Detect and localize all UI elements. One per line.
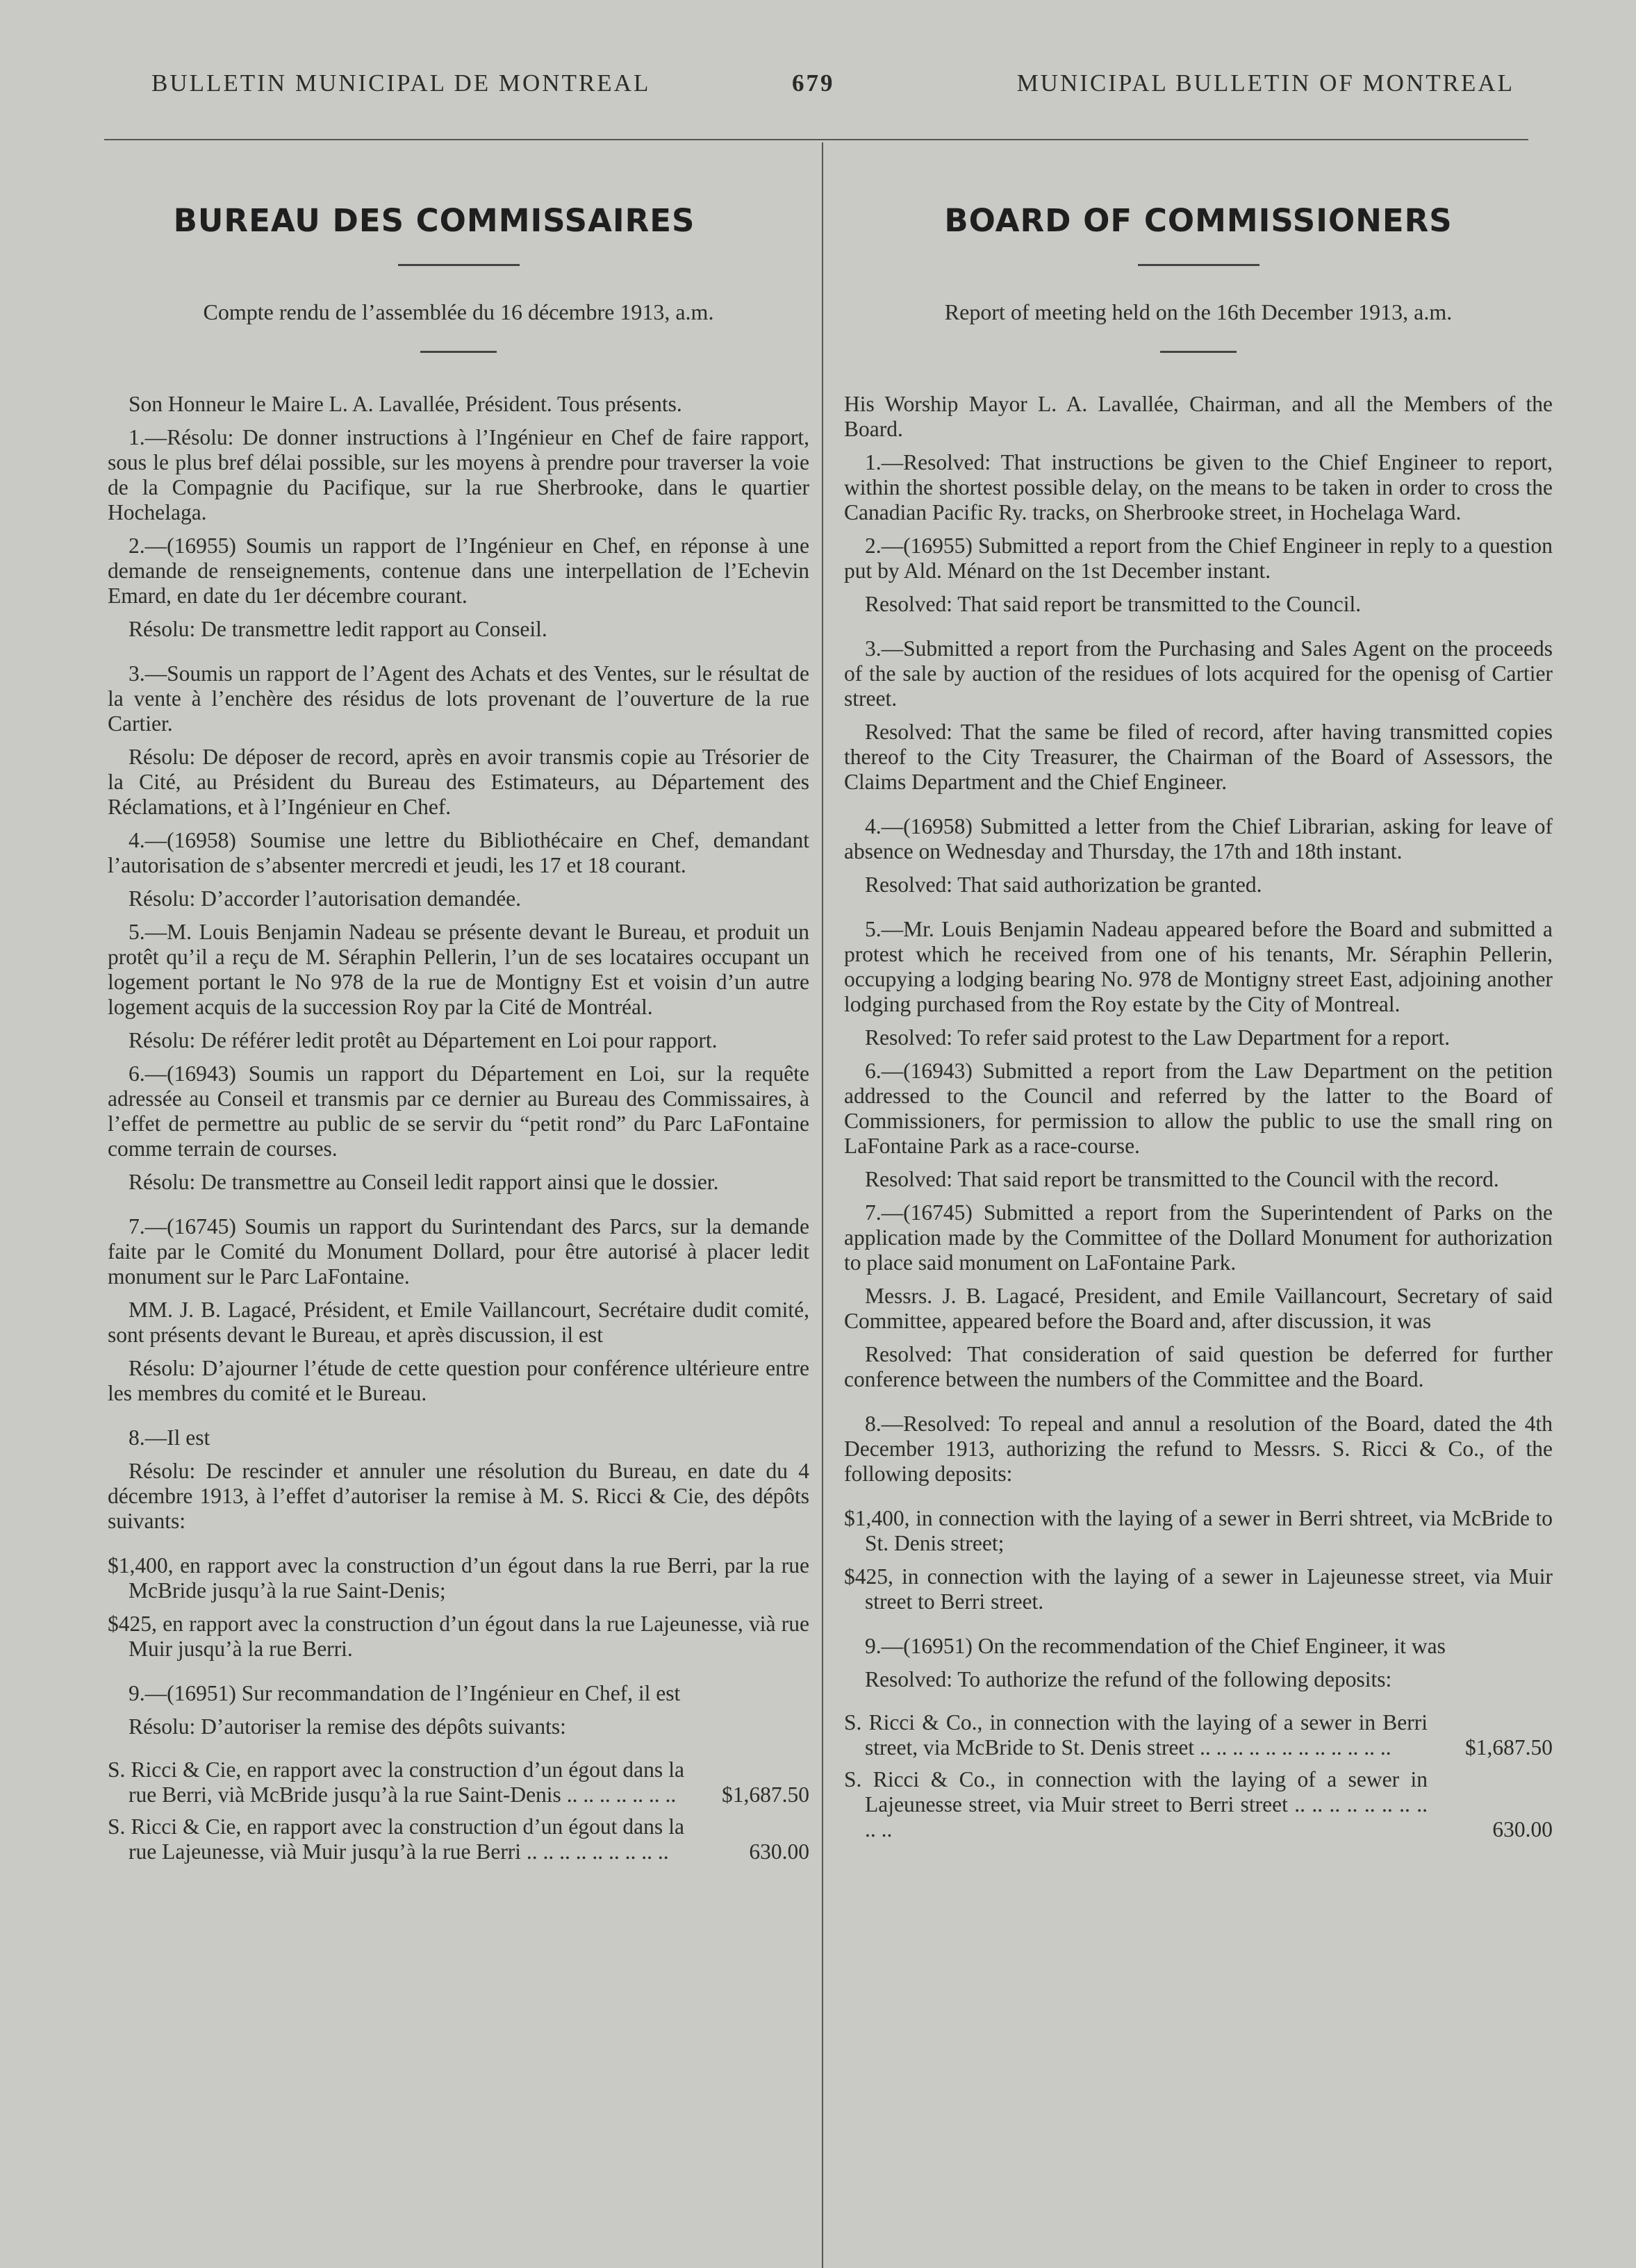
intro-en: His Worship Mayor L. A. Lavallée, Chairman, and all the Members of the Board.	[844, 392, 1553, 441]
item-9-resolution-fr: Résolu: D’autoriser la remise des dépôts suivants:	[129, 1714, 566, 1739]
refund-amount: 630.00	[749, 1839, 809, 1864]
item-3-fr: 3.—Soumis un rapport de l’Agent des Achats et des Ventes, sur le résultat de la vente à l’enchère des résidus de lots provenant de l’ouverture de la rue Cartier.	[108, 661, 809, 736]
deposit-2-fr: $425, en rapport avec la construction d’un égout dans la rue Lajeunesse, vià rue Muir jusqu’à la rue Berri.	[108, 1612, 809, 1661]
item-5-resolution-en: Resolved: To refer said protest to the Law Department for a report.	[865, 1025, 1451, 1050]
item-7-fr: 7.—(16745) Soumis un rapport du Surintendant des Parcs, sur la demande faite par le Comité du Monument Dollard, pour être autorisé à placer ledit monument sur le Parc LaFontaine.	[108, 1214, 809, 1289]
page-number: 679	[792, 69, 835, 97]
refund-item-fr	[108, 1757, 809, 1807]
refund-amount: 630.00	[1492, 1817, 1553, 1841]
item-7-attendance-en: Messrs. J. B. Lagacé, President, and Emile Vaillancourt, Secretary of said Committee, appeared before the Board and, after discussion, it was	[844, 1284, 1553, 1333]
item-8-fr: 8.—Il est	[129, 1425, 210, 1450]
item-3-resolution-en: Resolved: That the same be filed of record, after having transmitted copies thereof to the City Treasurer, the Chairman of the Board of Assessors, the Claims Department and the Chief Engineer.	[844, 720, 1553, 794]
title-rule-fr	[398, 264, 520, 266]
subtitle-rule-en	[1160, 351, 1237, 353]
header-title-fr: BULLETIN MUNICIPAL DE MONTREAL	[151, 69, 651, 97]
item-7-resolution-en: Resolved: That consideration of said question be deferred for further conference between the numbers of the Committee and the Board.	[844, 1342, 1553, 1391]
section-title-fr: BUREAU DES COMMISSAIRES	[173, 202, 695, 239]
item-6-fr: 6.—(16943) Soumis un rapport du Département en Loi, sur la requête adressée au Conseil et transmis par ce dernier au Bureau des Commissaires, à l’effet de permettre au public de se servir du “petit rond” du Parc LaFontaine comme terrain de courses.	[108, 1061, 809, 1161]
item-6-resolution-fr: Résolu: De transmettre au Conseil ledit rapport ainsi que le dossier.	[129, 1170, 719, 1194]
item-7-en: 7.—(16745) Submitted a report from the Superintendent of Parks on the application made by the Committee of the Dollard Monument for authorization to place said monument on LaFontaine Park.	[844, 1200, 1553, 1275]
item-2-fr: 2.—(16955) Soumis un rapport de l’Ingénieur en Chef, en réponse à une demande de renseignements, contenue dans une interpellation de l’Echevin Emard, en date du 1er décembre courant.	[108, 533, 809, 608]
item-7-attendance-fr: MM. J. B. Lagacé, Président, et Emile Vaillancourt, Secrétaire dudit comité, sont présents devant le Bureau, et après discussion, il est	[108, 1298, 809, 1347]
item-9-resolution-en: Resolved: To authorize the refund of the following deposits:	[865, 1667, 1392, 1691]
item-9-en: 9.—(16951) On the recommendation of the Chief Engineer, it was	[865, 1634, 1446, 1658]
item-6-en: 6.—(16943) Submitted a report from the Law Department on the petition addressed to the Council and referred by the latter to the Board of Commissioners, for permission to allow the public to use the small ring on LaFontaine Park as a race-course.	[844, 1059, 1553, 1158]
item-8-en: 8.—Resolved: To repeal and annul a resolution of the Board, dated the 4th December 1913, authorizing the refund to Messrs. S. Ricci & Co., of the following deposits:	[844, 1412, 1553, 1486]
item-4-fr: 4.—(16958) Soumise une lettre du Bibliothécaire en Chef, demandant l’autorisation de s’absenter mercredi et jeudi, les 17 et 18 courant.	[108, 828, 809, 877]
item-2-resolution-en: Resolved: That said report be transmitted to the Council.	[865, 592, 1362, 616]
deposit-1-en: $1,400, in connection with the laying of a sewer in Berri shtreet, via McBride to St. Denis street;	[844, 1506, 1553, 1555]
item-5-resolution-fr: Résolu: De référer ledit protêt au Département en Loi pour rapport.	[129, 1028, 718, 1052]
item-5-fr: 5.—M. Louis Benjamin Nadeau se présente devant le Bureau, et produit un protêt qu’il a reçu de M. Séraphin Pellerin, l’un de ses locataires occupant un logement portant le No 978 de la rue de Montigny Est et voisin d’un autre logement acquis de la succession Roy par la Cité de Montréal.	[108, 920, 809, 1019]
refund-item-en	[844, 1710, 1553, 1760]
english-column	[844, 194, 1553, 1849]
item-9-fr: 9.—(16951) Sur recommandation de l’Ingénieur en Chef, il est	[129, 1681, 681, 1705]
item-3-resolution-fr: Résolu: De déposer de record, après en avoir transmis copie au Trésorier de la Cité, au Président du Bureau des Estimateurs, au Département des Réclamations, et à l’Ingénieur en Chef.	[108, 745, 809, 819]
item-1-fr: 1.—Résolu: De donner instructions à l’Ingénieur en Chef de faire rapport, sous le plus bref délai possible, sur les moyens à prendre pour traverser la voie de la Compagnie du Pacifique, sur la rue Sherbrooke, dans le quartier Hochelaga.	[108, 425, 809, 524]
item-2-resolution-fr: Résolu: De transmettre ledit rapport au Conseil.	[129, 617, 547, 641]
refund-item-en	[844, 1767, 1553, 1842]
refund-item-text: S. Ricci & Co., in connection with the laying of a sewer in Lajeunesse street, via Muir street to Berri street .. .. .. .. .. .. .. .. .. ..	[844, 1767, 1428, 1841]
item-3-en: 3.—Submitted a report from the Purchasing and Sales Agent on the proceeds of the sale by auction of the residues of lots acquired for the openisg of Cartier street.	[844, 636, 1553, 711]
french-column	[108, 194, 809, 1871]
refund-item-text: S. Ricci & Cie, en rapport avec la construction d’un égout dans la rue Berri, vià McBride jusqu’à la rue Saint-Denis .. .. .. .. .. .. ..	[108, 1757, 684, 1807]
refund-item-text: S. Ricci & Cie, en rapport avec la construction d’un égout dans la rue Lajeunesse, vià Muir jusqu’à la rue Berri .. .. .. .. .. .. .. .. ..	[108, 1814, 684, 1864]
refund-item-fr	[108, 1814, 809, 1864]
item-5-en: 5.—Mr. Louis Benjamin Nadeau appeared before the Board and submitted a protest which he received from one of his tenants, Mr. Séraphin Pellerin, occupying a lodging bearing No. 978 de Montigny street East, adjoining another lodging purchased from the Roy estate by the City of Montreal.	[844, 917, 1553, 1016]
title-rule-en	[1138, 264, 1259, 266]
item-6-resolution-en: Resolved: That said report be transmitted to the Council with the record.	[865, 1167, 1499, 1191]
deposit-2-en: $425, in connection with the laying of a sewer in Lajeunesse street, via Muir street to Berri street.	[844, 1564, 1553, 1614]
refund-list-en	[844, 1710, 1553, 1842]
deposit-1-fr: $1,400, en rapport avec la construction d’un égout dans la rue Berri, par la rue McBride jusqu’à la rue Saint-Denis;	[108, 1553, 809, 1603]
item-8-resolution-fr: Résolu: De rescinder et annuler une résolution du Bureau, en date du 4 décembre 1913, à l’effet d’autoriser la remise à M. S. Ricci & Cie, des dépôts suivants:	[108, 1459, 809, 1533]
item-4-resolution-fr: Résolu: D’accorder l’autorisation demandée.	[129, 886, 522, 911]
item-2-en: 2.—(16955) Submitted a report from the Chief Engineer in reply to a question put by Ald. Ménard on the 1st December instant.	[844, 533, 1553, 583]
refund-amount: $1,687.50	[1465, 1735, 1553, 1760]
running-header	[104, 69, 1514, 111]
refund-item-text: S. Ricci & Co., in connection with the laying of a sewer in Berri street, via McBride to St. Denis street .. .. .. .. .. .. .. .. .. .. .. ..	[844, 1710, 1428, 1760]
refund-list-fr	[108, 1757, 809, 1864]
item-7-resolution-fr: Résolu: D’ajourner l’étude de cette question pour conférence ultérieure entre les membres du comité et le Bureau.	[108, 1356, 809, 1405]
header-rule	[104, 139, 1528, 140]
subtitle-rule-fr	[420, 351, 497, 353]
section-title-en: BOARD OF COMMISSIONERS	[944, 202, 1453, 239]
column-divider	[822, 142, 823, 2268]
meeting-subtitle-en: Report of meeting held on the 16th December 1913, a.m.	[944, 299, 1453, 324]
header-title-en: MUNICIPAL BULLETIN OF MONTREAL	[1016, 69, 1514, 97]
item-4-en: 4.—(16958) Submitted a letter from the Chief Librarian, asking for leave of absence on Wednesday and Thursday, the 17th and 18th instant.	[844, 814, 1553, 863]
intro-fr: Son Honneur le Maire L. A. Lavallée, Président. Tous présents.	[129, 392, 682, 416]
item-1-en: 1.—Resolved: That instructions be given to the Chief Engineer to report, within the shortest possible delay, on the means to be taken in order to cross the Canadian Pacific Ry. tracks, on Sherbrooke street, in Hochelaga Ward.	[844, 450, 1553, 524]
refund-amount: $1,687.50	[722, 1782, 809, 1807]
item-4-resolution-en: Resolved: That said authorization be granted.	[865, 872, 1262, 897]
meeting-subtitle-fr: Compte rendu de l’assemblée du 16 décembre 1913, a.m.	[203, 299, 714, 324]
